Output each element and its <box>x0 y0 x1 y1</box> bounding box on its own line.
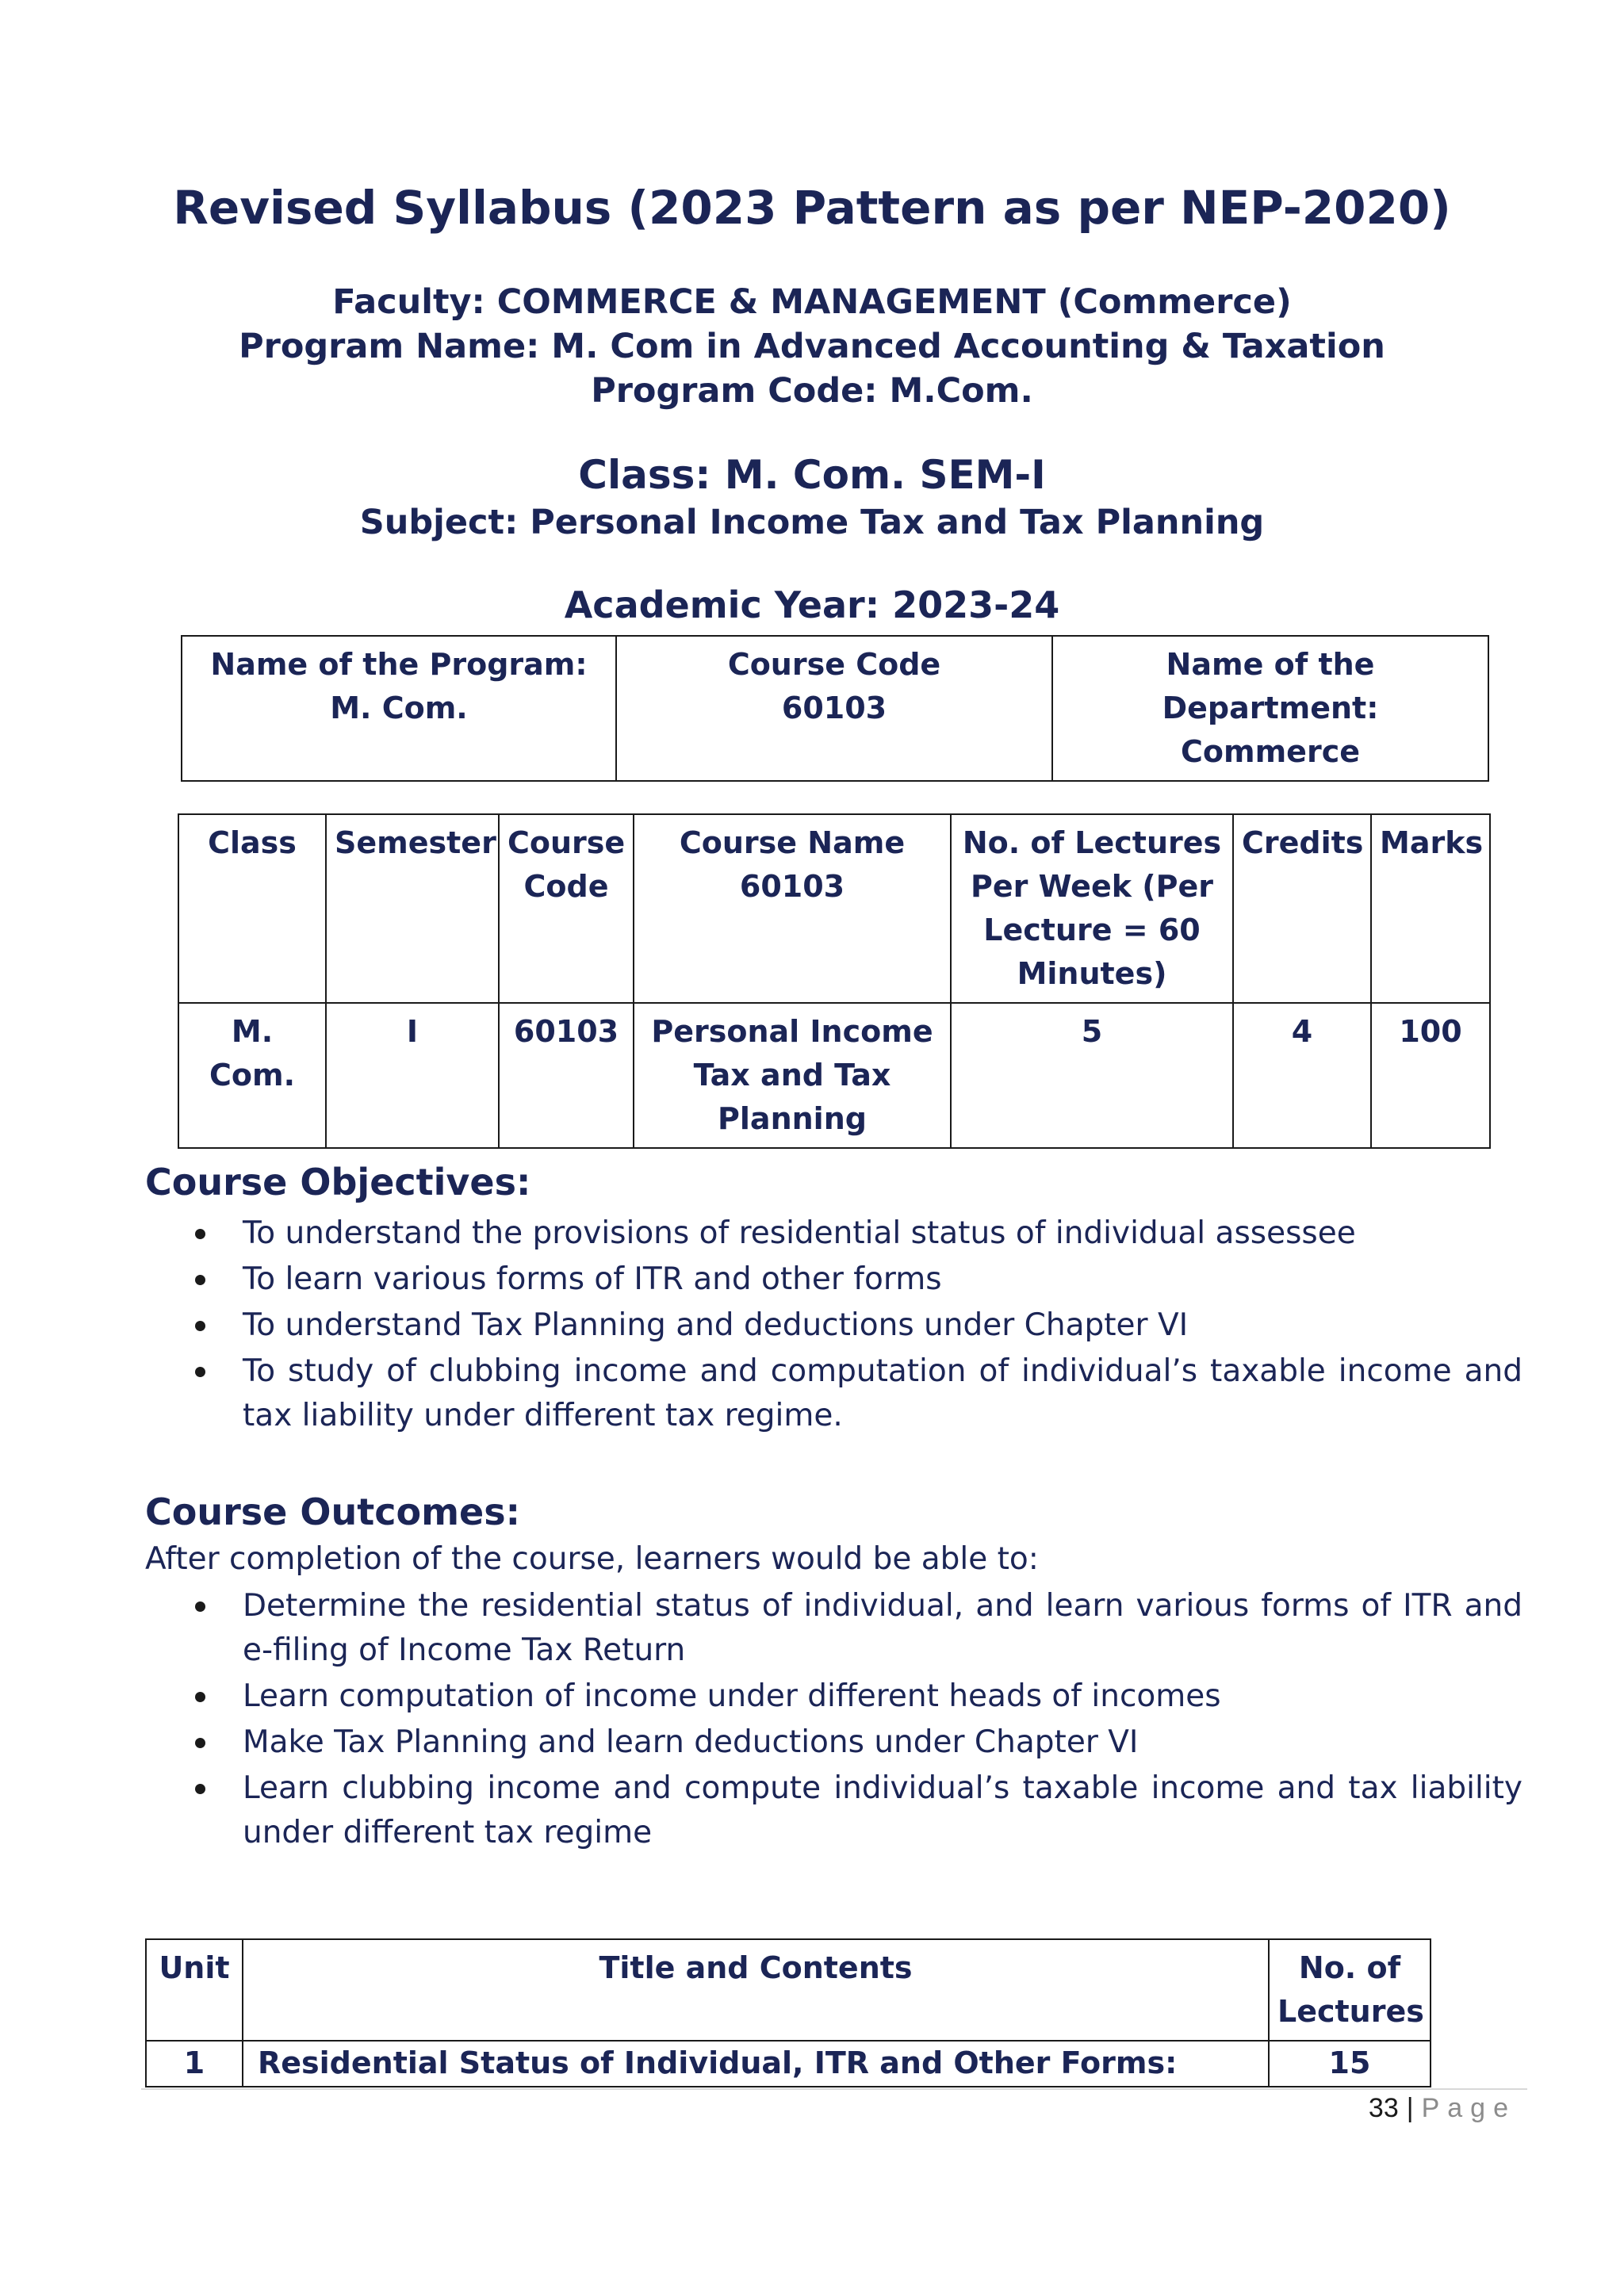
course-details-table <box>178 813 1491 1149</box>
objective-text: To study of clubbing income and computation of individual’s taxable income and tax liability under different tax regime. <box>243 1353 1522 1433</box>
course-code-value: 60103 <box>781 691 887 725</box>
class-line: Class: M. Com. SEM-I <box>578 452 1046 498</box>
page-title: Revised Syllabus (2023 Pattern as per NEP-2020) <box>173 181 1451 235</box>
bullet-icon <box>195 1784 205 1794</box>
header-marks: Marks <box>1371 814 1490 1003</box>
page-footer <box>1369 2093 1516 2124</box>
cell-course-code: 60103 <box>499 1003 634 1148</box>
table-row <box>182 636 1488 781</box>
cell-title: Residential Status of Individual, ITR and Other Forms: <box>243 2041 1269 2087</box>
course-code-cell <box>616 636 1052 781</box>
list-item <box>0 1766 1522 1855</box>
list-item <box>0 1674 1522 1719</box>
program-cell <box>182 636 616 781</box>
objectives-heading: Course Objectives: <box>145 1161 531 1203</box>
objectives-list <box>0 1211 1522 1440</box>
table-header-row <box>178 814 1490 1003</box>
cell-marks: 100 <box>1371 1003 1490 1148</box>
list-item <box>0 1211 1522 1256</box>
faculty-line: Faculty: COMMERCE & MANAGEMENT (Commerce) <box>332 282 1292 322</box>
outcome-text: Determine the residential status of individual, and learn various forms of ITR and e-filing of Income Tax Return <box>243 1588 1522 1668</box>
table-row <box>178 1003 1490 1148</box>
footer-separator: | <box>1406 2093 1414 2123</box>
program-code-line: Program Code: M.Com. <box>591 371 1033 411</box>
bullet-icon <box>195 1692 205 1702</box>
cell-class: M. Com. <box>178 1003 326 1148</box>
bullet-icon <box>195 1601 205 1612</box>
header-title-contents: Title and Contents <box>243 1939 1269 2041</box>
program-value: M. Com. <box>330 691 468 725</box>
cell-semester: I <box>326 1003 499 1148</box>
academic-year-line: Academic Year: 2023-24 <box>564 584 1060 626</box>
table-row <box>146 2041 1431 2087</box>
header-lectures: No. of Lectures Per Week (Per Lecture = 60 Minutes) <box>951 814 1233 1003</box>
list-item <box>0 1257 1522 1302</box>
objective-text: To understand Tax Planning and deductions under Chapter VI <box>243 1307 1189 1343</box>
cell-credits: 4 <box>1233 1003 1371 1148</box>
cell-lectures: 5 <box>951 1003 1233 1148</box>
header-unit: Unit <box>146 1939 243 2041</box>
header-semester: Semester <box>326 814 499 1003</box>
page-number: 33 <box>1368 2093 1399 2123</box>
outcomes-intro: After completion of the course, learners would be able to: <box>145 1541 1039 1577</box>
course-code-label: Course Code <box>727 647 941 682</box>
bullet-icon <box>195 1229 205 1239</box>
bullet-icon <box>195 1275 205 1285</box>
outcome-text: Make Tax Planning and learn deductions under Chapter VI <box>243 1724 1139 1760</box>
table-header-row <box>146 1939 1431 2041</box>
cell-unit: 1 <box>146 2041 243 2087</box>
department-value: Commerce <box>1181 734 1360 769</box>
footer-divider <box>141 2088 1527 2090</box>
bullet-icon <box>195 1321 205 1331</box>
bullet-icon <box>195 1367 205 1377</box>
header-course-code: Course Code <box>499 814 634 1003</box>
program-name-line: Program Name: M. Com in Advanced Accounting & Taxation <box>239 327 1385 366</box>
department-label: Name of the Department: <box>1162 647 1379 725</box>
program-label: Name of the Program: <box>210 647 588 682</box>
objective-text: To learn various forms of ITR and other forms <box>243 1261 942 1297</box>
outcomes-list <box>0 1584 1522 1857</box>
header-class: Class <box>178 814 326 1003</box>
department-cell <box>1052 636 1488 781</box>
program-info-table <box>181 635 1489 782</box>
list-item <box>0 1349 1522 1438</box>
header-credits: Credits <box>1233 814 1371 1003</box>
cell-course-name: Personal Income Tax and Tax Planning <box>634 1003 951 1148</box>
units-table <box>145 1938 1431 2087</box>
header-course-name: Course Name 60103 <box>634 814 951 1003</box>
list-item <box>0 1720 1522 1765</box>
outcome-text: Learn clubbing income and compute individual’s taxable income and tax liability under different tax regime <box>243 1770 1522 1850</box>
list-item <box>0 1584 1522 1673</box>
page-label: Page <box>1421 2093 1516 2123</box>
outcomes-heading: Course Outcomes: <box>145 1490 521 1533</box>
header-no-of-lectures: No. of Lectures <box>1269 1939 1431 2041</box>
outcome-text: Learn computation of income under different heads of incomes <box>243 1678 1221 1714</box>
objective-text: To understand the provisions of residential status of individual assessee <box>243 1215 1356 1251</box>
bullet-icon <box>195 1738 205 1748</box>
subject-line: Subject: Personal Income Tax and Tax Planning <box>359 503 1265 542</box>
cell-lectures: 15 <box>1269 2041 1431 2087</box>
list-item <box>0 1303 1522 1348</box>
